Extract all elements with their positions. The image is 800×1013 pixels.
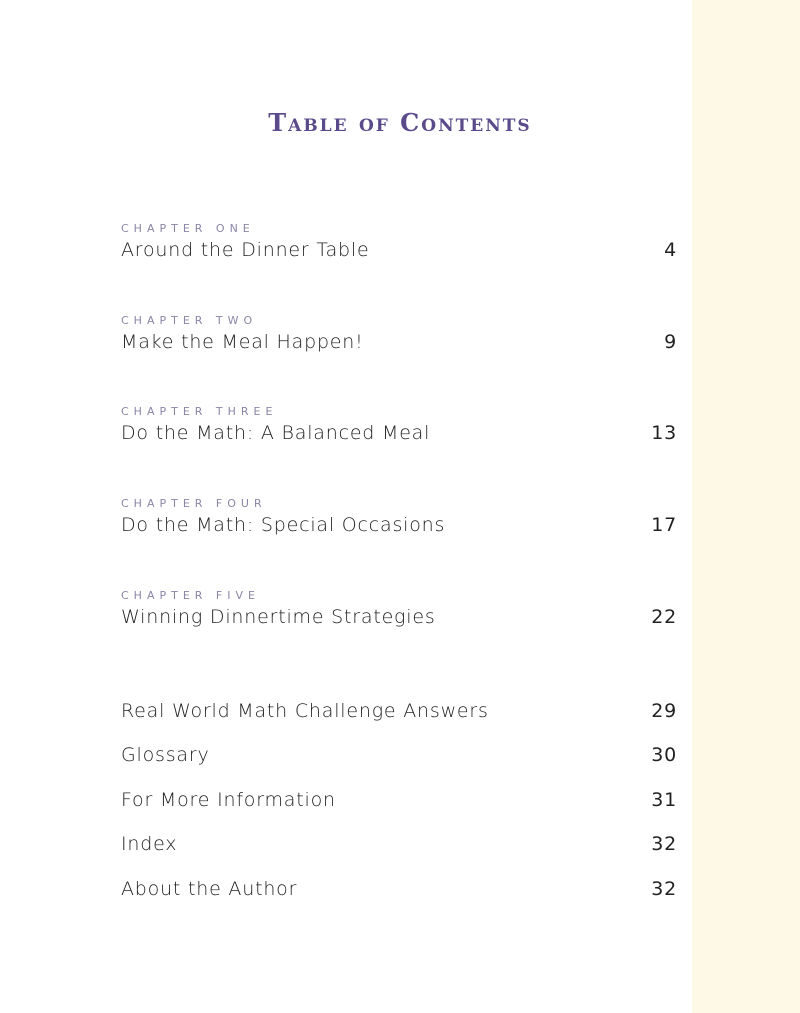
back-matter-title[interactable]: Real World Math Challenge Answers (121, 700, 489, 722)
back-matter-title[interactable]: About the Author (121, 878, 298, 900)
chapter-row[interactable] (121, 422, 677, 448)
toc-back-matter-entry[interactable] (121, 744, 677, 770)
toc-back-matter-entry[interactable] (121, 833, 677, 859)
chapter-title[interactable]: Around the Dinner Table (121, 239, 370, 261)
chapter-label: CHAPTER FIVE (121, 589, 260, 602)
page-number: 4 (664, 239, 677, 261)
chapter-title[interactable]: Do the Math: Special Occasions (121, 514, 446, 536)
back-matter-title[interactable]: For More Information (121, 789, 336, 811)
toc-back-matter-entry[interactable] (121, 878, 677, 904)
chapter-label: CHAPTER THREE (121, 405, 278, 418)
page-number: 30 (651, 744, 677, 766)
page-number: 32 (651, 833, 677, 855)
page-number: 32 (651, 878, 677, 900)
page-number: 31 (651, 789, 677, 811)
back-matter-title[interactable]: Glossary (121, 744, 210, 766)
chapter-title[interactable]: Winning Dinnertime Strategies (121, 606, 436, 628)
page-number: 13 (651, 422, 677, 444)
page-number: 22 (651, 606, 677, 628)
chapter-row[interactable] (121, 331, 677, 357)
chapter-row[interactable] (121, 239, 677, 265)
toc-back-matter-entry[interactable] (121, 700, 677, 726)
page-number: 29 (651, 700, 677, 722)
page-title: Table of Contents (268, 108, 532, 137)
chapter-label: CHAPTER TWO (121, 314, 258, 327)
chapter-title[interactable]: Make the Meal Happen! (121, 331, 364, 353)
chapter-label: CHAPTER FOUR (121, 497, 267, 510)
side-color-strip (692, 0, 800, 1013)
chapter-row[interactable] (121, 606, 677, 632)
toc-back-matter-entry[interactable] (121, 789, 677, 815)
back-matter-title[interactable]: Index (121, 833, 178, 855)
chapter-title[interactable]: Do the Math: A Balanced Meal (121, 422, 431, 444)
chapter-label: CHAPTER ONE (121, 222, 255, 235)
page-number: 9 (664, 331, 677, 353)
chapter-row[interactable] (121, 514, 677, 540)
page-number: 17 (651, 514, 677, 536)
